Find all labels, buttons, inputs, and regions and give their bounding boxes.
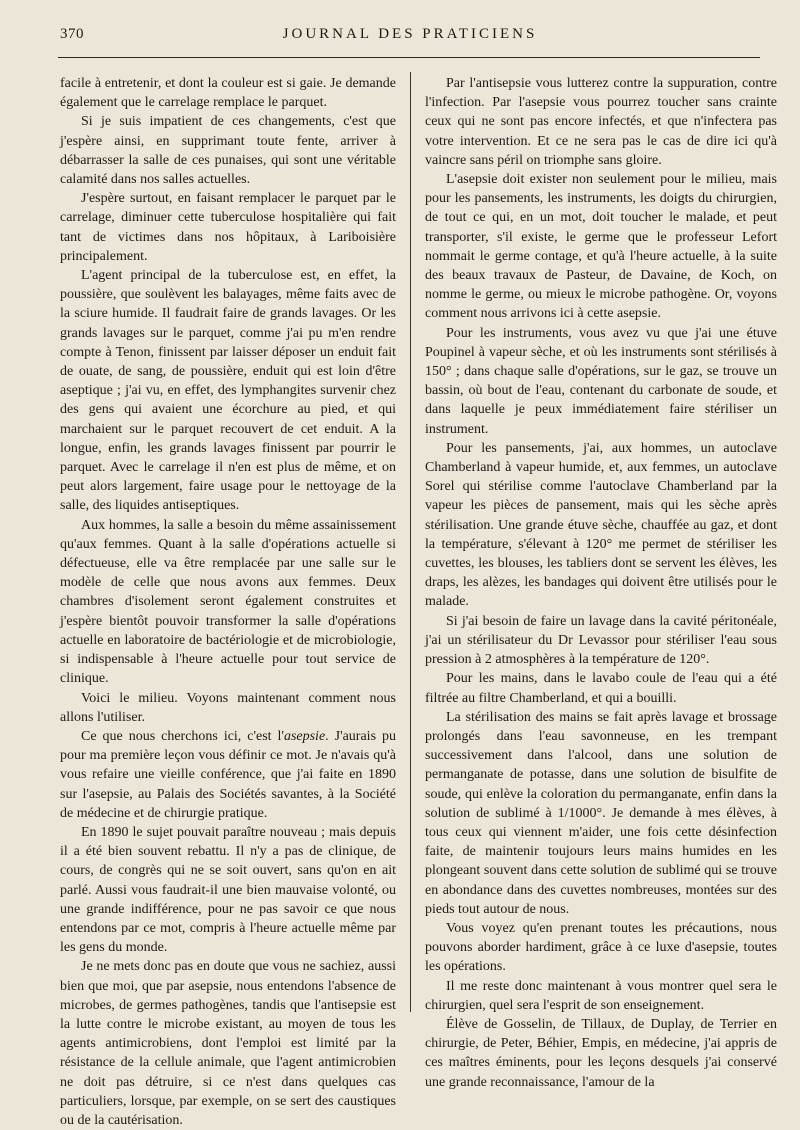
paragraph: Si j'ai besoin de faire un lavage dans la cavité péritonéale, j'ai un stérilisateur du Dr Levassor pour stériliser l'eau sous pression à 2 atmosphères à la température de 120°. [425,613,777,668]
paragraph: Pour les pansements, j'ai, aux hommes, un autoclave Chamberland à vapeur humide, et, aux femmes, un autoclave Sorel qui stérilise comme l'autoclave Chamberland par la vapeur les pièces de pansement, mais qui les sèche après stérilisation. Une grande étuve sèche, chauffée au gaz, et dont la température, s'élevant à 120° me permet de stériliser les cuvettes, les blouses, les tabliers dont se servent les élèves, les draps, les alèzes, les bandages qui doivent être utilisés pour le malade. [425,440,777,610]
paragraph: Voici le milieu. Voyons maintenant comment nous allons l'utiliser. [60,690,396,725]
page-number: 370 [60,26,84,42]
running-title: JOURNAL DES PRATICIENS [282,26,538,42]
paragraph: Pour les mains, dans le lavabo coule de l'eau qui a été filtrée au filtre Chamberland, et qui a bouilli. [425,671,777,706]
paragraph: Par l'antisepsie vous lutterez contre la suppuration, contre l'infection. Par l'asepsie vous pourrez toucher sans crainte ceux qui ne sont pas encore infectés, et que n'infectera pas votre intervention. Et ce ne sera pas le cas de dire ici qu'à vaincre sans péril on triomphe sans gloire. [425,76,777,168]
paragraph: Vous voyez qu'en prenant toutes les précautions, nous pouvons aborder hardiment, grâce à ce luxe d'asepsie, toutes les opérations. [425,920,777,975]
paragraph: facile à entretenir, et dont la couleur est si gaie. Je demande également que le carrelage remplace le parquet. [60,76,396,111]
paragraph: La stérilisation des mains se fait après lavage et brossage prolongés dans l'eau savonneuse, en les trempant successivement dans l'alcool, dans une solution de permanganate de potasse, dans une solution de bisulfite de soude, qui enlève la coloration du permanganate, enfin dans la solution de sublimé à 1/1000°. Je demande à mes élèves, à tous ceux qui viennent m'aider, une fois cette désinfection faite, de maintenir toujours leurs mains humides en les plongeant souvent dans cette solution de sublimé qui se trouve en abondance dans des cuvettes nombreuses, montées sur des pieds tout autour de nous. [425,709,777,917]
paragraph: Pour les instruments, vous avez vu que j'ai une étuve Poupinel à vapeur sèche, et où les instruments sont stérilisés à 150° ; dans chaque salle d'opérations, sur le gaz, se trouve un bassin, où bout de l'eau, contenant du carbonate de soude, et dans laquelle je peux immédiatement faire stériliser un instrument. [425,325,777,437]
left-column [60,74,396,1130]
text-run: . J'aurais pu pour ma première leçon vous définir ce mot. Je n'avais qu'à vous refaire une vieille conférence, que j'ai faite en 1890 sur l'asepsie, au Palais des Sociétés savantes, à la Société de médecine et de chirurgie pratique. [60,728,396,821]
paragraph [60,727,396,823]
paragraph: L'agent principal de la tuberculose est, en effet, la poussière, que soulèvent les balayages, même faits avec de la sciure humide. Il faudrait faire de grands lavages. Or les grands lavages sur le parquet, comme j'ai pu m'en rendre compte à Tenon, finissent par laisser déposer un enduit fait de ouate, de sang, de poussière, enduit qui est loin d'être aseptique ; j'ai vu, en effet, des lymphangites survenir chez des gens qui avaient une écorchure au pied, et qui marchaient sur le parquet recouvert de cet enduit. A la longue, enfin, les grands lavages finissent par pourrir le parquet. Avec le carrelage il n'en est plus de même, et on peut alors largement, faire usage pour le nettoyage de la salle, des liquides antiseptiques. [60,268,396,514]
paragraph: Élève de Gosselin, de Tillaux, de Duplay, de Terrier en chirurgie, de Peter, Béhier, Empis, en médecine, j'ai appris de ces maîtres éminents, pour les leçons desquels j'ai conservé une grande reconnaissance, l'amour de la [425,1016,777,1090]
paragraph: J'espère surtout, en faisant remplacer le parquet par le carrelage, diminuer cette tuberculose hospitalière qui fait tant de victimes dans nos hôpitaux, à Lariboisière principalement. [60,191,396,264]
page-header [60,26,760,43]
paragraph: En 1890 le sujet pouvait paraître nouveau ; mais depuis il a été bien souvent rebattu. Il n'y a pas de clinique, de cours, de congrès qui ne se soit ouvert, sans qu'on en ait parlé. Aussi vous faudrait-il une bien mauvaise volonté, ou une grande indifférence, pour ne pas savoir ce que nous entendons par ce mot, compris à l'heure actuelle même par les gens du monde. [60,824,396,956]
paragraph: Aux hommes, la salle a besoin du même assainissement qu'aux femmes. Quant à la salle d'opérations actuelle si défectueuse, elle va être remplacée par une salle sur le modèle de celle que nous avons aux femmes. Deux chambres d'isolement seront également construites et j'espère bientôt pouvoir transformer la salle d'opérations actuelle en laboratoire de bactériologie et de microbiologie, si indispensable à l'heure actuelle pour tout service de clinique. [60,517,396,687]
header-rule [58,57,760,58]
paragraph: L'asepsie doit exister non seulement pour le milieu, mais pour les pansements, les instruments, les doigts du chirurgien, de tout ce qui, en un mot, doit toucher le malade, et peut transporter, s'il existe, le germe que le professeur Lefort nommait le germe contage, et qu'à l'heure actuelle, à la suite des beaux travaux de Pasteur, de Davaine, de Koch, on nomme le germe, ou mieux le microbe pathogène. Or, voyons comment nous arrivons ici à cette asepsie. [425,172,777,322]
paragraph: Si je suis impatient de ces changements, c'est que j'espère ainsi, en supprimant toute fente, arriver à débarrasser la salle de ces punaises, qui sont une véritable calamité dans nos salles actuelles. [60,114,396,188]
paragraph: Il me reste donc maintenant à vous montrer quel sera le chirurgien, quel sera l'esprit de son enseignement. [425,978,777,1013]
paragraph: Je ne mets donc pas en doute que vous ne sachiez, aussi bien que moi, que par asepsie, nous entendons l'absence de microbes, de germes pathogènes, tandis que l'antisepsie est la lutte contre le microbe existant, au moyen de tous les agents antimicrobiens, dont l'emploi est limité par la résistance de la cellule animale, que l'agent antimicrobien ne doit pas détruire, si ce n'est dans quelques cas particuliers, lorsque, par exemple, on se sert des caustiques ou de la cautérisation. [60,959,396,1128]
right-column [425,74,777,1092]
column-divider [410,72,411,1012]
italic-term: asepsie [283,728,326,744]
text-run: Ce que nous cherchons ici, c'est l' [81,728,284,744]
